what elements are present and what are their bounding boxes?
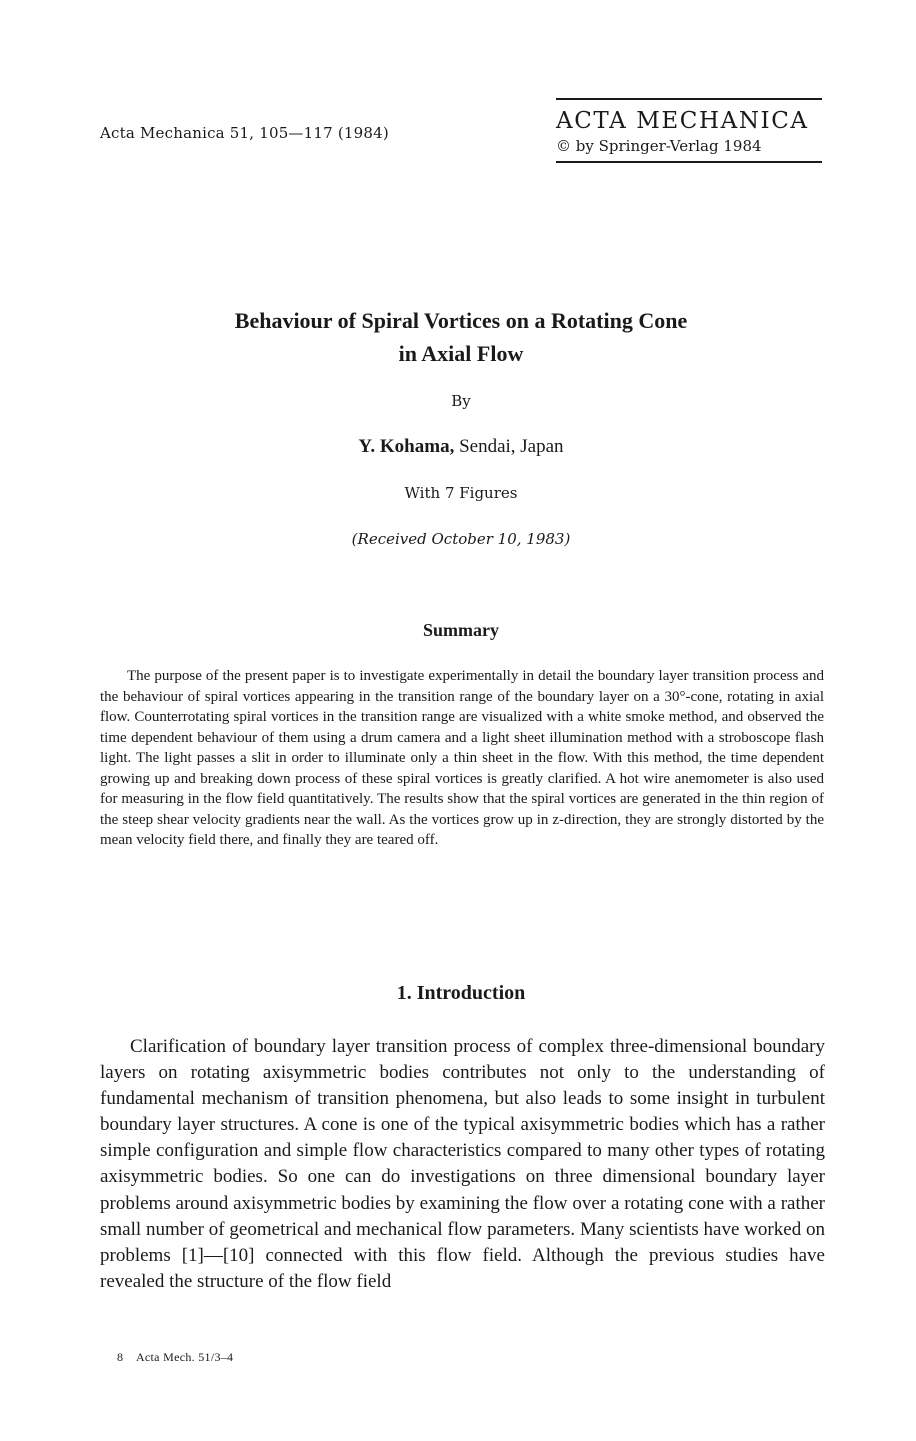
- copyright-notice: © by Springer-Verlag 1984: [556, 137, 762, 155]
- title-line-2: in Axial Flow: [398, 341, 524, 366]
- footer-journal-ref: Acta Mech. 51/3–4: [135, 1350, 234, 1364]
- footer-signature-number: 8: [117, 1350, 124, 1364]
- journal-masthead: [556, 98, 822, 163]
- journal-name: ACTA MECHANICA: [556, 108, 809, 134]
- author-line: [3, 436, 916, 458]
- title-line-1: Behaviour of Spiral Vortices on a Rotating Cone: [234, 308, 688, 333]
- masthead-bottom-rule: [556, 161, 822, 163]
- introduction-heading: 1. Introduction: [396, 982, 526, 1004]
- page-footer: [117, 1350, 233, 1365]
- received-date: (Received October 10, 1983): [351, 530, 571, 548]
- paper-title: [3, 304, 916, 370]
- figure-count: With 7 Figures: [404, 484, 518, 502]
- summary-paragraph: The purpose of the present paper is to investigate experimentally in detail the boundary layer transition process and the behaviour of spiral vortices appearing in the transition range of the boundary layer on a 30°-cone, rotating in axial flow. Counterrotating spiral vortices in the transition range are visualized with a white smoke method, and observed the time dependent behaviour of them using a drum camera and a light sheet illumination method with a stroboscope flash light. The light passes a slit in order to illuminate only a thin sheet in the flow. With this method, the time dependent growing up and breaking down process of these spiral vortices is greatly clarified. A hot wire anemometer is also used for measuring in the flow field quantitatively. The results show that the spiral vortices are generated in the thin region of the steep shear velocity gradients near the wall. As the vortices grow up in z-direction, they are strongly distorted by the mean velocity field there, and finally they are teared off.: [100, 668, 824, 848]
- journal-citation: Acta Mechanica 51, 105—117 (1984): [100, 124, 389, 142]
- byline-by: By: [451, 392, 471, 410]
- summary-heading: Summary: [423, 620, 499, 640]
- introduction-paragraph: Clarification of boundary layer transition process of complex three-dimensional boundary layers on rotating axisymmetric bodies contributes not only to the understanding of fundamental mechanism of transition phenomena, but also leads to some insight in turbulent boundary layer structures. A cone is one of the typical axisymmetric bodies which has a rather simple configuration and simple flow characteristics compared to many other types of rotating axisymmetric bodies. So one can do investigations on three dimensional boundary layer problems around axisymmetric bodies by examining the flow over a rotating cone with a rather small number of geometrical and mechanical flow parameters. Many scientists have worked on problems [1]—[10] connected with this flow field. Although the previous studies have revealed the structure of the flow field: [100, 1036, 825, 1292]
- masthead-top-rule: [556, 98, 822, 100]
- author-location: Sendai, Japan: [459, 436, 564, 457]
- author-name: Y. Kohama,: [358, 436, 455, 457]
